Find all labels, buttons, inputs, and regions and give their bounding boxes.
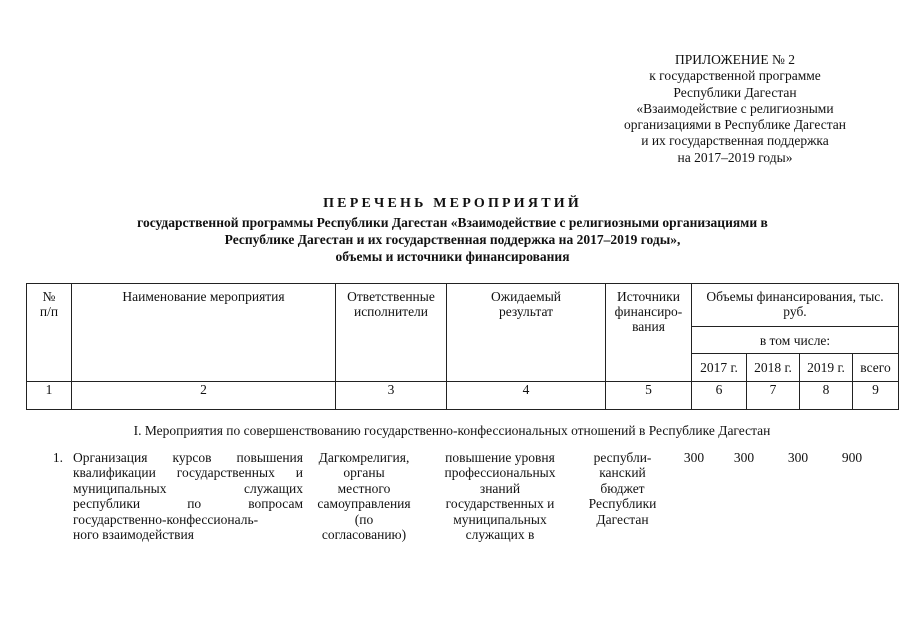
appendix-line: «Взаимодействие с религиозными [636, 100, 834, 116]
header-result [447, 284, 606, 382]
header-total: всего [853, 354, 899, 382]
executors-line: местного [337, 480, 391, 496]
result-line: муниципальных [453, 511, 547, 527]
header-funding-line: руб. [783, 304, 807, 319]
column-number: 9 [853, 382, 899, 410]
result-line: служащих в [465, 527, 535, 543]
header-name: Наименование мероприятия [72, 284, 336, 382]
header-num-line: № [42, 289, 56, 304]
row-activity-name [73, 450, 303, 542]
header-num-line: п/п [39, 304, 59, 319]
subtitle-line: Республике Дагестан и их государственная поддержка на 2017–2019 годы», [224, 232, 681, 247]
activity-line: квалификации государственных и [73, 465, 303, 481]
activities-table [26, 283, 899, 410]
row-funding-source [580, 450, 665, 527]
header-result-line: Ожидаемый [491, 289, 561, 304]
header-sources [606, 284, 692, 382]
header-year-2019: 2019 г. [800, 354, 853, 382]
header-funding [692, 284, 899, 327]
value-total: 900 [841, 450, 863, 465]
column-number: 3 [336, 382, 447, 410]
document-subtitle [40, 214, 865, 265]
executors-line: Дагкомрелигия, [318, 450, 410, 465]
result-line: знаний [479, 480, 521, 496]
header-executors-line: Ответственные [347, 289, 435, 304]
executors-line: согласованию) [321, 527, 407, 543]
header-sources-line: финансиро- [614, 304, 683, 319]
row-expected-result [425, 450, 575, 542]
subtitle-line: государственной программы Республики Дагестан «Взаимодействие с религиозными организациями в [137, 215, 768, 230]
source-line: республи- [593, 450, 652, 465]
value-2018: 300 [733, 450, 755, 465]
result-line: повышение уровня [445, 450, 555, 465]
activity-line: республики по вопросам [73, 496, 303, 512]
subtitle-line: объемы и источники финансирования [335, 249, 570, 264]
activity-line: ного взаимодействия [73, 527, 194, 543]
column-number: 7 [747, 382, 800, 410]
row-number: 1. [52, 450, 63, 465]
section-title: I. Мероприятия по совершенствованию государственно-конфессиональных отношений в Республике Дагестан [133, 423, 771, 438]
header-year-2017: 2017 г. [692, 354, 747, 382]
source-line: Республики [588, 496, 657, 512]
header-sources-line: вания [632, 319, 665, 334]
appendix-line: на 2017–2019 годы» [677, 149, 793, 165]
value-2017: 300 [683, 450, 705, 465]
appendix-line: Республики Дагестан [673, 84, 797, 100]
result-line: государственных и [445, 496, 555, 512]
value-2019: 300 [787, 450, 809, 465]
column-number: 2 [72, 382, 336, 410]
source-line: бюджет [600, 480, 645, 496]
appendix-line: и их государственная поддержка [641, 133, 829, 149]
executors-line: (по [354, 511, 374, 527]
header-num [27, 284, 72, 382]
column-number: 8 [800, 382, 853, 410]
header-executors-line: исполнители [353, 304, 429, 319]
appendix-line: организациями в Республике Дагестан [623, 117, 847, 133]
header-executors [336, 284, 447, 382]
document-title: ПЕРЕЧЕНЬ МЕРОПРИЯТИЙ [323, 196, 582, 211]
header-funding-line: Объемы финансирования, тыс. [706, 289, 884, 304]
column-number: 4 [447, 382, 606, 410]
row-executors [305, 450, 423, 542]
appendix-title: ПРИЛОЖЕНИЕ № 2 [674, 52, 796, 67]
header-including: в том числе: [692, 327, 899, 354]
activity-line: Организация курсов повышения [73, 450, 303, 465]
header-year-2018: 2018 г. [747, 354, 800, 382]
header-sources-line: Источники [617, 289, 680, 304]
executors-line: органы [343, 465, 385, 481]
executors-line: самоуправления [317, 496, 411, 512]
activity-line: государственно-конфессиональ- [73, 511, 259, 527]
column-number: 6 [692, 382, 747, 410]
activity-line: муниципальных служащих [73, 480, 303, 496]
appendix-line: к государственной программе [649, 68, 821, 84]
source-line: канский [599, 465, 646, 481]
source-line: Дагестан [596, 511, 649, 527]
column-number: 5 [606, 382, 692, 410]
column-number: 1 [27, 382, 72, 410]
appendix-block [590, 52, 880, 166]
result-line: профессиональных [444, 465, 556, 481]
header-result-line: результат [498, 304, 554, 319]
